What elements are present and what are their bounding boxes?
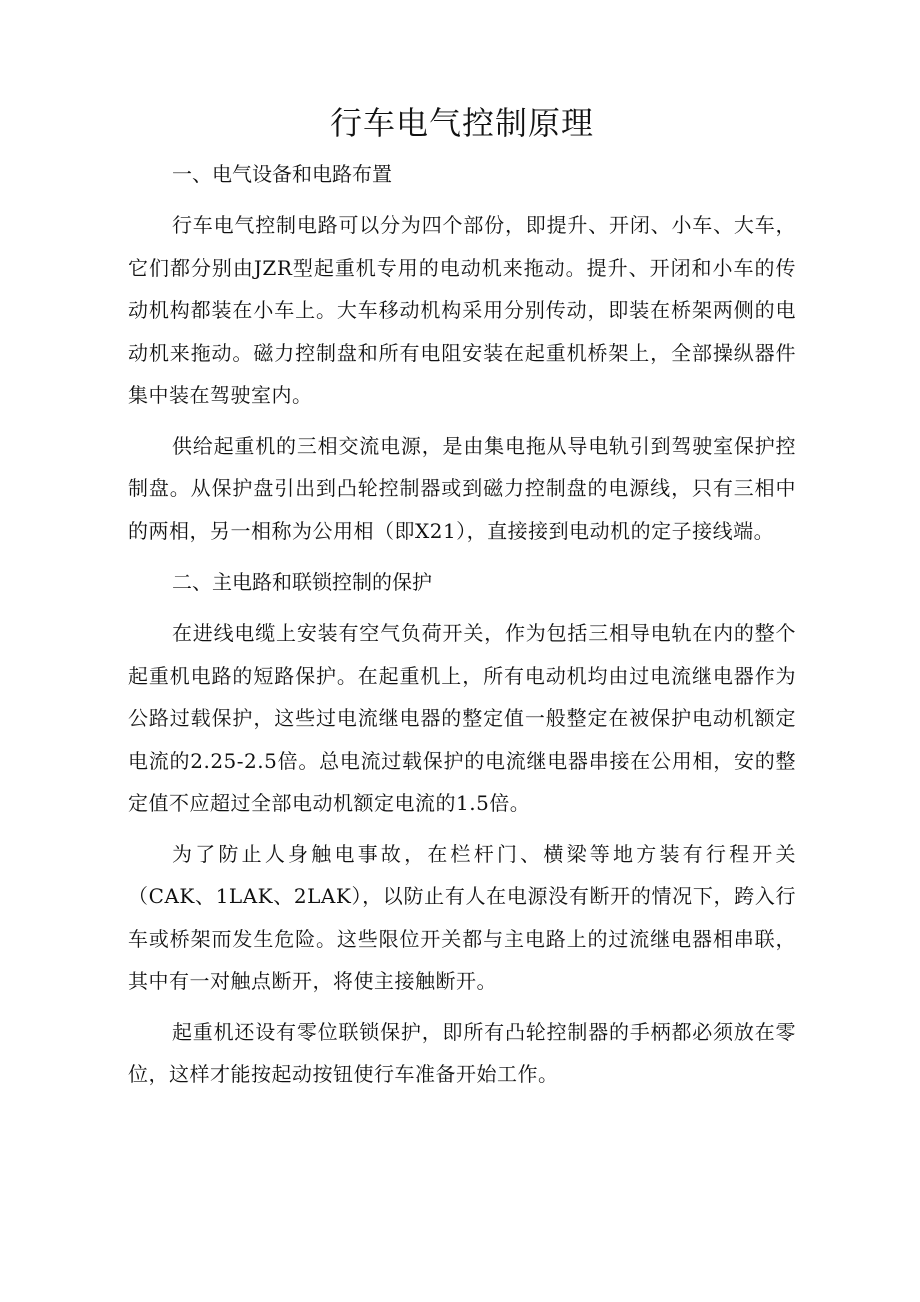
- document-title: 行车电气控制原理: [329, 104, 594, 142]
- paragraph: 为了防止人身触电事故，在栏杆门、横梁等地方装有行程开关（CAK、1LAK、2LAK），以防止有人在电源没有断开的情况下，跨入行车或桥架而发生危险。这些限位开关都与主电路上的过流继电器相串联，其中有一对触点断开，将使主接触断开。: [128, 841, 796, 993]
- paragraph: 起重机还设有零位联锁保护，即所有凸轮控制器的手柄都必须放在零位，这样才能按起动按钮使行车准备开始工作。: [128, 1019, 796, 1086]
- paragraph: 行车电气控制电路可以分为四个部份，即提升、开闭、小车、大车，它们都分别由JZR型起重机专用的电动机来拖动。提升、开闭和小车的传动机构都装在小车上。大车移动机构采用分别传动，即装在桥架两侧的电动机来拖动。磁力控制盘和所有电阻安装在起重机桥架上，全部操纵器件集中装在驾驶室内。: [128, 213, 796, 407]
- paragraph: 供给起重机的三相交流电源，是由集电拖从导电轨引到驾驶室保护控制盘。从保护盘引出到凸轮控制器或到磁力控制盘的电源线，只有三相中的两相，另一相称为公用相（即X21），直接接到电动机的定子接线端。: [128, 433, 796, 543]
- section-heading: 二、主电路和联锁控制的保护: [172, 570, 432, 594]
- document-page: [128, 98, 796, 1104]
- paragraph: 在进线电缆上安装有空气负荷开关，作为包括三相导电轨在内的整个起重机电路的短路保护。在起重机上，所有电动机均由过电流继电器作为公路过载保护，这些过电流继电器的整定值一般整定在被保护电动机额定电流的2.25-2.5倍。总电流过载保护的电流继电器串接在公用相，安的整定值不应超过全部电动机额定电流的1.5倍。: [128, 621, 796, 815]
- section-heading: 一、电气设备和电路布置: [172, 162, 392, 186]
